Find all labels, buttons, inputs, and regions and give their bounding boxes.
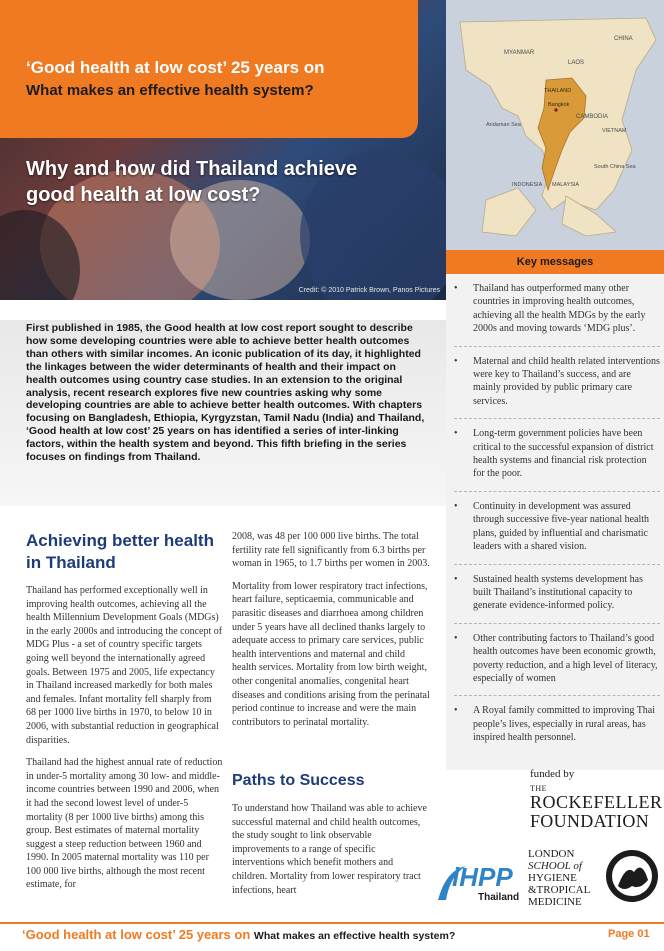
key-message: • Sustained health systems development has built Thailand’s institutional capacity to generate evidence-informed policy. bbox=[454, 573, 660, 613]
footer-subtitle: What makes an effective health system? bbox=[253, 930, 456, 942]
section-heading-achieving: Achieving better health in Thailand bbox=[26, 531, 214, 572]
paragraph: Thailand had the highest annual rate of reduction in under-5 mortality among 30 low- and middle-income countries between 1990 and 2006, when it had the second lowest level of under-5 mortality (8 per 1000 live births) among this group. Best estimates of maternal mortality suggest a steep reduction between 1960 and 1990. In 2005 maternal mortality was 110 per 100 000 live births, although the most recent estimate, for bbox=[26, 757, 223, 891]
map-label-myanmar: MYANMAR bbox=[504, 50, 535, 56]
footer-series-title: ‘Good health at low cost’ 25 years on bbox=[22, 927, 251, 942]
map-label-south-china-sea: South China Sea bbox=[594, 164, 636, 170]
footer-title bbox=[22, 927, 455, 942]
map-label-laos: LAOS bbox=[568, 60, 585, 66]
map-label-vietnam: VIETNAM bbox=[602, 128, 627, 134]
lshtm-logo bbox=[528, 848, 610, 908]
series-title: ‘Good health at low cost’ 25 years on bbox=[26, 58, 325, 77]
lshtm-line: MEDICINE bbox=[528, 896, 582, 908]
rockefeller-logo-line1: ROCKEFELLER bbox=[530, 792, 663, 812]
map-label-indonesia: INDONESIA bbox=[512, 182, 543, 188]
paragraph: 2008, was 48 per 100 000 live births. The total fertility rate fell significantly from 6.3 births per woman in 1965, to 1.7 births per women in 2003. bbox=[232, 531, 430, 570]
footer-rule bbox=[0, 922, 664, 924]
section-heading-paths: Paths to Success bbox=[232, 772, 365, 789]
key-message: • Other contributing factors to Thailand’s good health outcomes have been economic growth, poverty reduction, and a high level of literacy, especially of women bbox=[454, 632, 660, 686]
paragraph: Thailand has performed exceptionally well in improving health outcomes, achieving all the health Millennium Development Goals (MDGs) in the early 2000s and introducing the concept of MDG Plus - a set of country specific targets going well beyond the internationally agreed goals. Between 1975 and 2005, life expectancy in Thailand increased markedly for both males and females. Infant mortality fell sharply from 68 per 1000 live births in 1970, to below 10 in 2006, with substantial reduction in geographical disparities. bbox=[26, 585, 223, 746]
photo-credit: Credit: © 2010 Patrick Brown, Panos Pictures bbox=[298, 287, 440, 294]
map-label-china: CHINA bbox=[614, 36, 633, 42]
paragraph: To understand how Thailand was able to achieve successful maternal and child health outcomes, the study sought to link observable improvements to a range of specific interventions which benefit mothers and children. Mortality from lower respiratory tract infections, heart bbox=[232, 803, 427, 896]
key-messages-title: Key messages bbox=[446, 250, 664, 274]
column-2-continued bbox=[232, 802, 430, 906]
key-message: • Thailand has outperformed many other countries in improving health outcomes, achieving all the health MDGs by the early 2000s and moving towards ‘MDG plus’. bbox=[454, 282, 660, 336]
map-label-cambodia: CAMBODIA bbox=[576, 114, 609, 120]
intro-paragraph: First published in 1985, the Good health at low cost report sought to describe how some developing countries were able to achieve better health outcomes than others with similar incomes. An iconic publication of its day, it highlighted the linkages between the wider determinants of health and their impact on health outcomes using country case studies. In an extension to the original analysis, recent research explores five new countries asking why some developing countries are able to achieve better health outcomes. With chapters focusing on Bangladesh, Ethiopia, Kyrgyzstan, Tamil Nadu (India) and Thailand, ‘Good health at low cost’ 25 years on has identified a series of inter-linking factors, within the health system and beyond. This fifth briefing in the series focuses on findings from Thailand. bbox=[26, 322, 425, 464]
column-2 bbox=[232, 530, 430, 738]
key-message: • Maternal and child health related interventions were key to Thailand’s success, and are mainly provided by public primary care services. bbox=[454, 355, 660, 409]
column-1 bbox=[26, 584, 224, 901]
lshtm-line: &TROPICAL bbox=[528, 884, 591, 896]
page-number: Page 01 bbox=[608, 928, 650, 940]
lshtm-crest-icon bbox=[604, 846, 660, 906]
key-message: • Long-term government policies have been critical to the successful expansion of district health systems and financial risk protection for the poor. bbox=[454, 427, 660, 481]
lshtm-line: HYGIENE bbox=[528, 872, 577, 884]
lshtm-line: LONDON bbox=[528, 848, 575, 860]
lshtm-line: SCHOOL of bbox=[528, 860, 582, 872]
ihpp-logo: iHPP bbox=[452, 862, 513, 892]
rockefeller-logo-line2: FOUNDATION bbox=[530, 811, 649, 831]
map-label-bangkok: Bangkok bbox=[548, 102, 570, 108]
map-label-malaysia: MALAYSIA bbox=[552, 182, 580, 188]
region-map bbox=[446, 0, 664, 250]
key-message: • Continuity in development was assured through successive five-year national health plans, guided by influential and charismatic leaders with a shared vision. bbox=[454, 500, 660, 554]
paragraph: Mortality from lower respiratory tract infections, heart failure, septicaemia, communicable and parasitic diseases and diarrhoea among children under 5 years have all declined thanks largely to adequate access to primary care services, public health interventions and maternal and child health services. Mortality from low birth weight, other congenital anomalies, congenital heart diseases and conditions arising from the perinatal period continue to increase and were the main contributors to perinatal mortality. bbox=[232, 580, 430, 728]
page-headline: Why and how did Thailand achieve good health at low cost? bbox=[26, 158, 358, 206]
key-message: • A Royal family committed to improving Thai people’s lives, especially in rural areas, has inspired health personnel. bbox=[454, 704, 660, 744]
funded-by-label: funded by bbox=[530, 768, 575, 780]
map-label-andaman: Andaman Sea bbox=[486, 122, 521, 128]
series-subtitle: What makes an effective health system? bbox=[26, 82, 314, 99]
rockefeller-logo-the: THE bbox=[530, 784, 548, 793]
key-messages-list bbox=[454, 282, 660, 755]
ihpp-logo-subtitle: Thailand bbox=[478, 892, 520, 903]
map-label-thailand: THAILAND bbox=[544, 88, 572, 94]
